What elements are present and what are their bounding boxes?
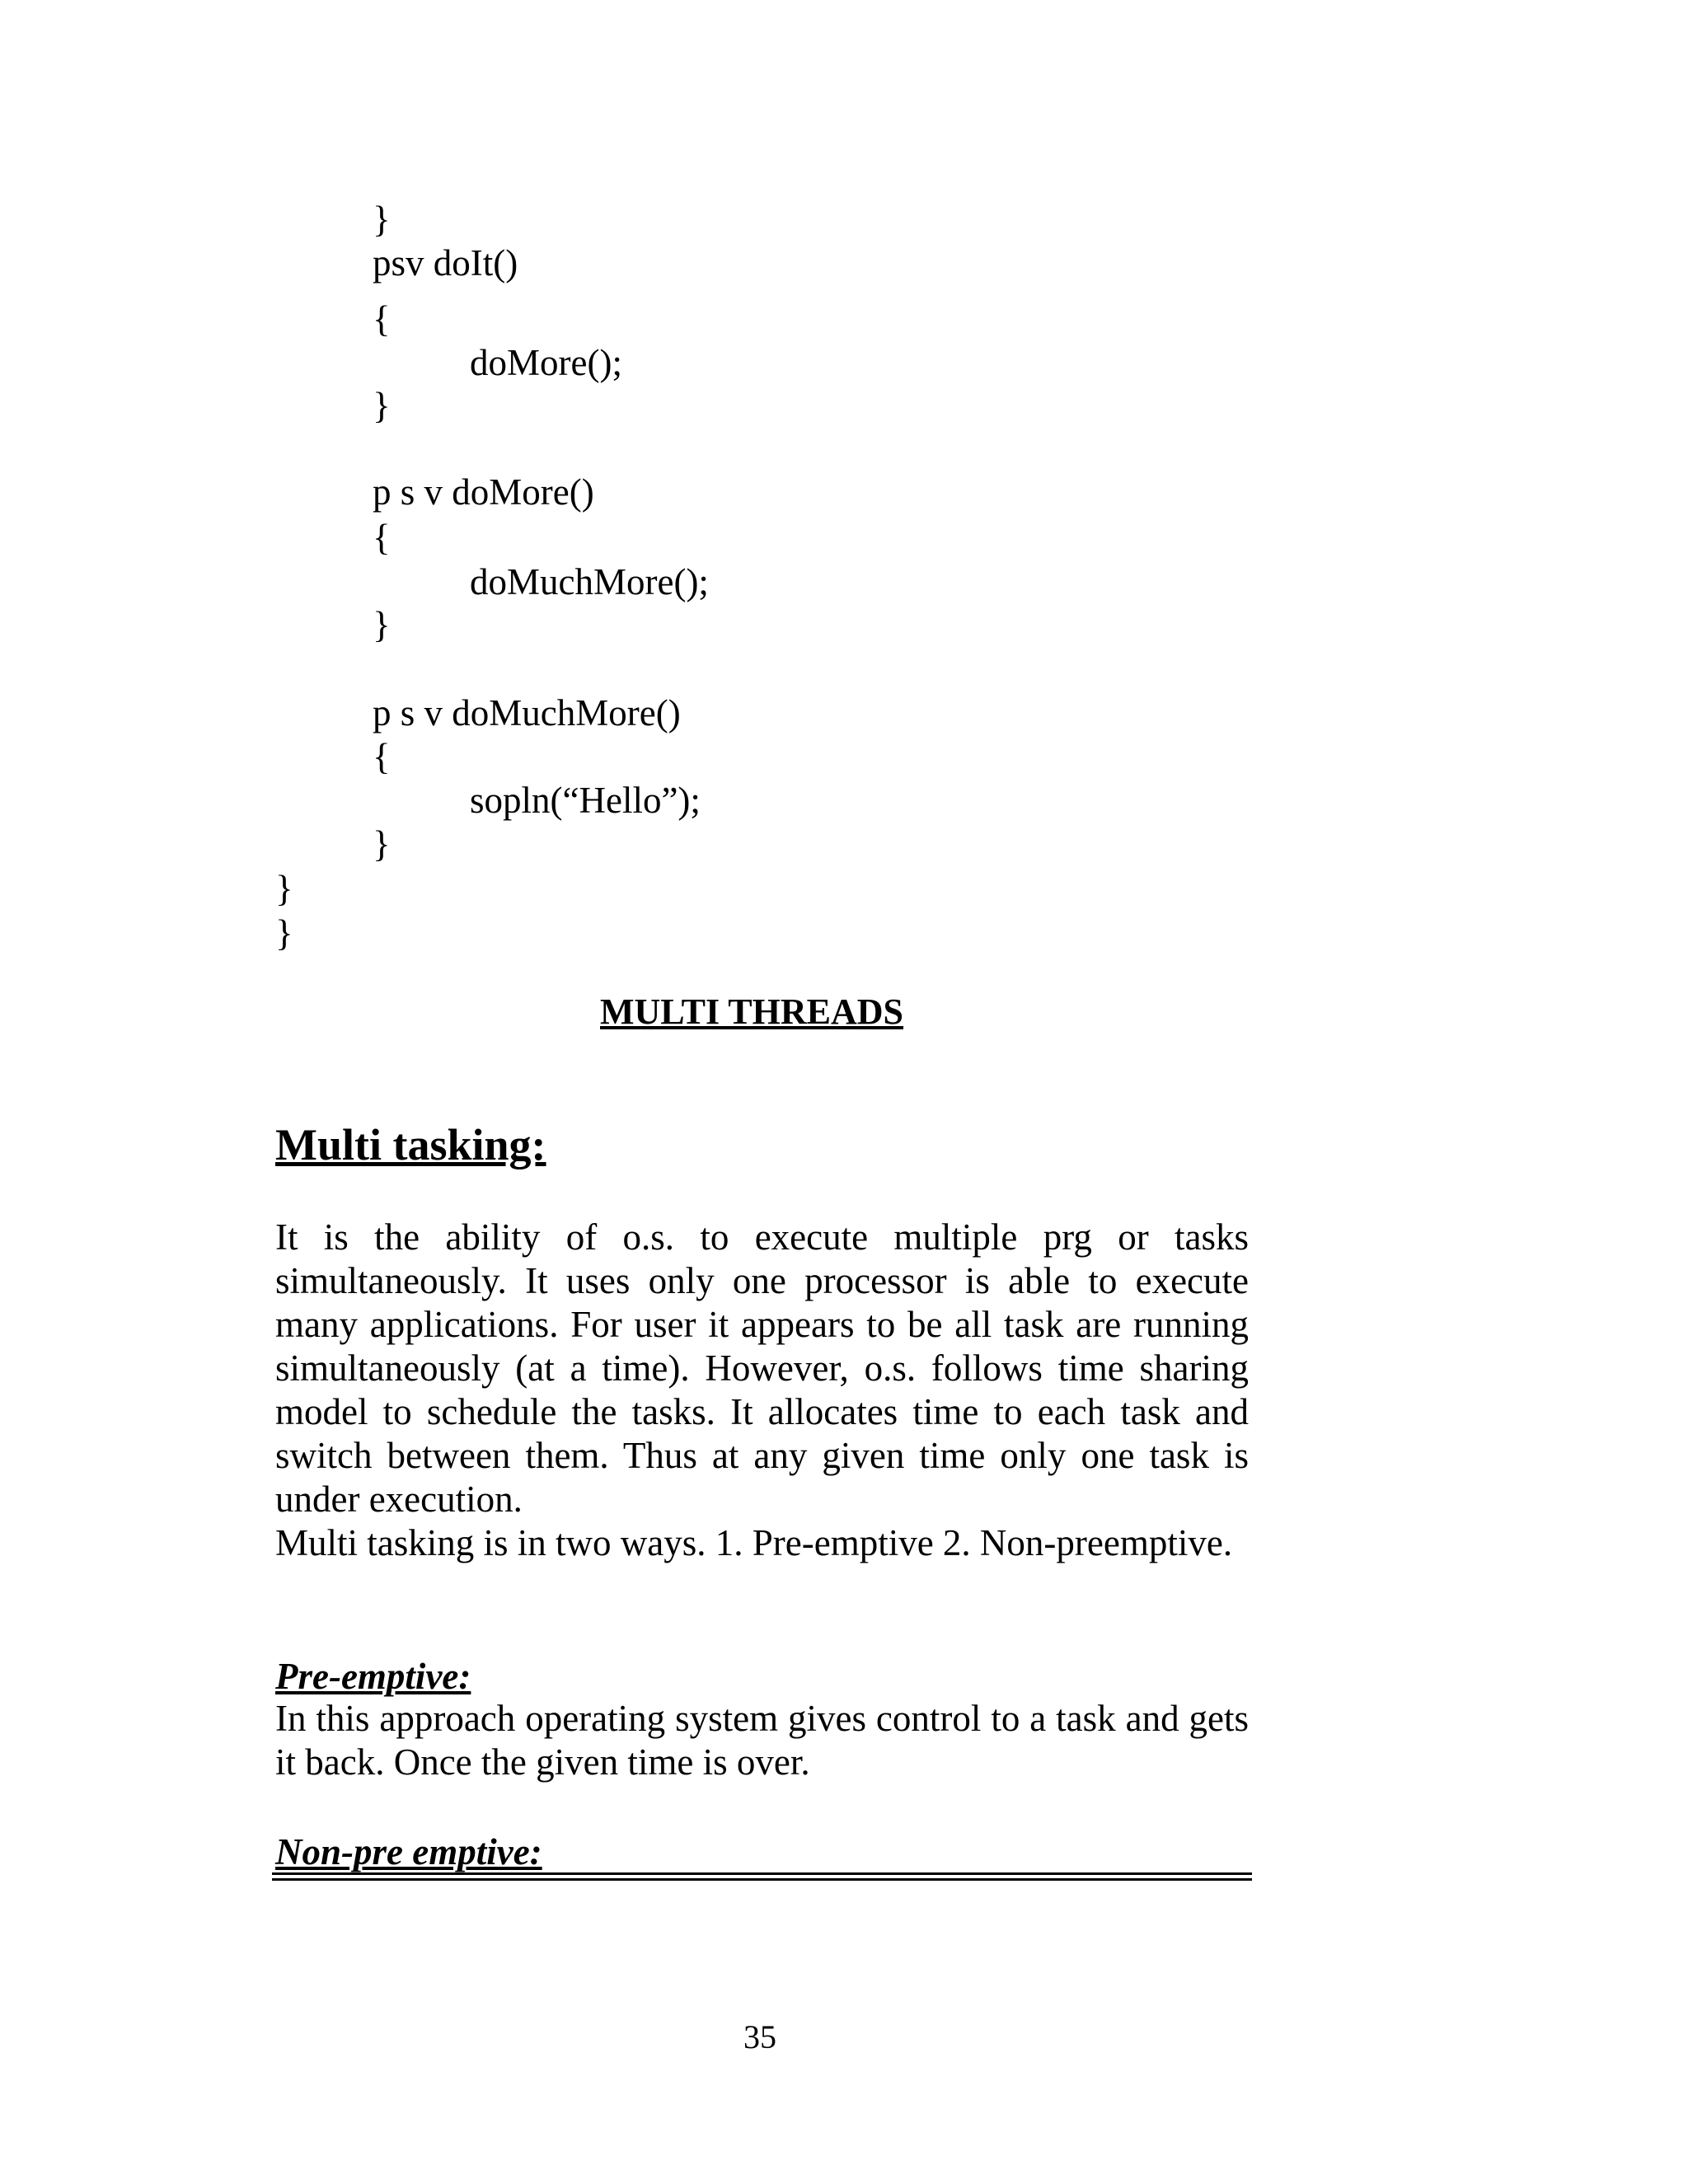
page-number: 35	[743, 2018, 776, 2055]
divider-line	[272, 1872, 1252, 1875]
code-line: }	[275, 912, 293, 954]
code-line: }	[373, 199, 391, 240]
code-line: p s v doMore()	[373, 471, 594, 513]
code-line: {	[373, 298, 391, 340]
code-line: sopln(“Hello”);	[470, 780, 701, 821]
code-line: p s v doMuchMore()	[373, 692, 681, 733]
code-line: }	[373, 385, 391, 426]
multitasking-paragraph: It is the ability of o.s. to execute multiple prg or tasks simultaneously. It uses only one processor is able to execute many applications. For user it appears to be all task are running simultaneously (at a time). However, o.s. follows time sharing model to schedule the tasks. It allocates time to each task and switch between them. Thus at any given time only one task is under execution.	[275, 1216, 1249, 1520]
preemptive-heading: Pre-emptive:	[275, 1656, 471, 1697]
code-line: {	[373, 736, 391, 777]
divider-line	[272, 1878, 1252, 1881]
code-line: }	[373, 823, 391, 865]
code-line: }	[275, 868, 293, 909]
multitasking-types-paragraph: Multi tasking is in two ways. 1. Pre-emptive 2. Non-preemptive.	[275, 1522, 1233, 1563]
non-preemptive-heading: Non-pre emptive:	[275, 1831, 542, 1872]
code-line: doMuchMore();	[470, 561, 709, 602]
multitasking-heading: Multi tasking:	[275, 1120, 546, 1169]
code-line: }	[373, 604, 391, 645]
code-line: doMore();	[470, 342, 622, 383]
preemptive-paragraph: In this approach operating system gives control to a task and gets it back. Once the given time is over.	[275, 1698, 1249, 1783]
section-title: MULTI THREADS	[600, 991, 904, 1032]
code-line: psv doIt()	[373, 242, 518, 284]
code-line: {	[373, 517, 391, 558]
